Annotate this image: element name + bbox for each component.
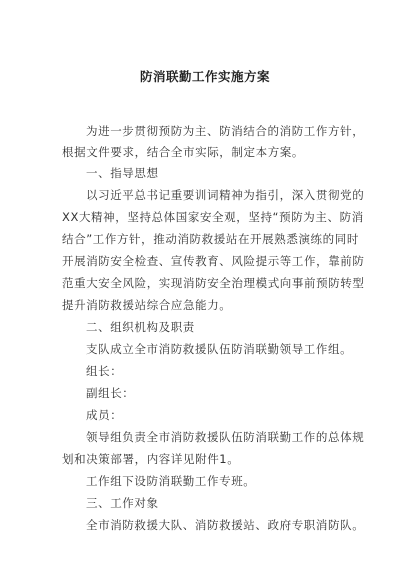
section-heading: 一、指导思想 [86,166,159,180]
section-heading: 三、工作对象 [86,496,159,510]
paragraph-line: 划和决策部署，内容详见附件1。 [62,452,240,466]
document-body [62,0,365,580]
paragraph-line: 全市消防救援大队、消防救援站、政府专职消防队。 [86,518,365,532]
paragraph-line: XX大精神，坚持总体国家安全观，坚持“预防为主、防消 [62,210,364,224]
paragraph-line: 领导组负责全市消防救援队伍防消联勤工作的总体规 [86,430,365,444]
paragraph-line: 结合”工作方针，推动消防救援站在开展熟悉演练的同时 [62,232,359,246]
paragraph-line: 根据文件要求，结合全市实际，制定本方案。 [62,145,304,159]
document-title: 防消联勤工作实施方案 [139,69,270,84]
paragraph-line: 工作组下设防消联勤工作专班。 [86,474,256,488]
paragraph-line: 为进一步贯彻预防为主、防消结合的消防工作方针， [86,124,365,138]
role-label: 副组长： [86,386,135,400]
role-label: 组长： [86,364,123,378]
paragraph-line: 以习近平总书记重要训词精神为指引，深入贯彻党的 [86,188,365,202]
role-label: 成员： [86,408,123,422]
paragraph-line: 支队成立全市消防救援队伍防消联勤领导工作组。 [86,342,353,356]
paragraph-line: 提升消防救援站综合应急能力。 [62,298,232,312]
section-heading: 二、组织机构及职责 [86,320,195,334]
paragraph-line: 开展消防安全检查、宣传教育、风险提示等工作，靠前防 [62,254,365,268]
paragraph-line: 范重大安全风险，实现消防安全治理模式向事前预防转型 [62,276,365,290]
